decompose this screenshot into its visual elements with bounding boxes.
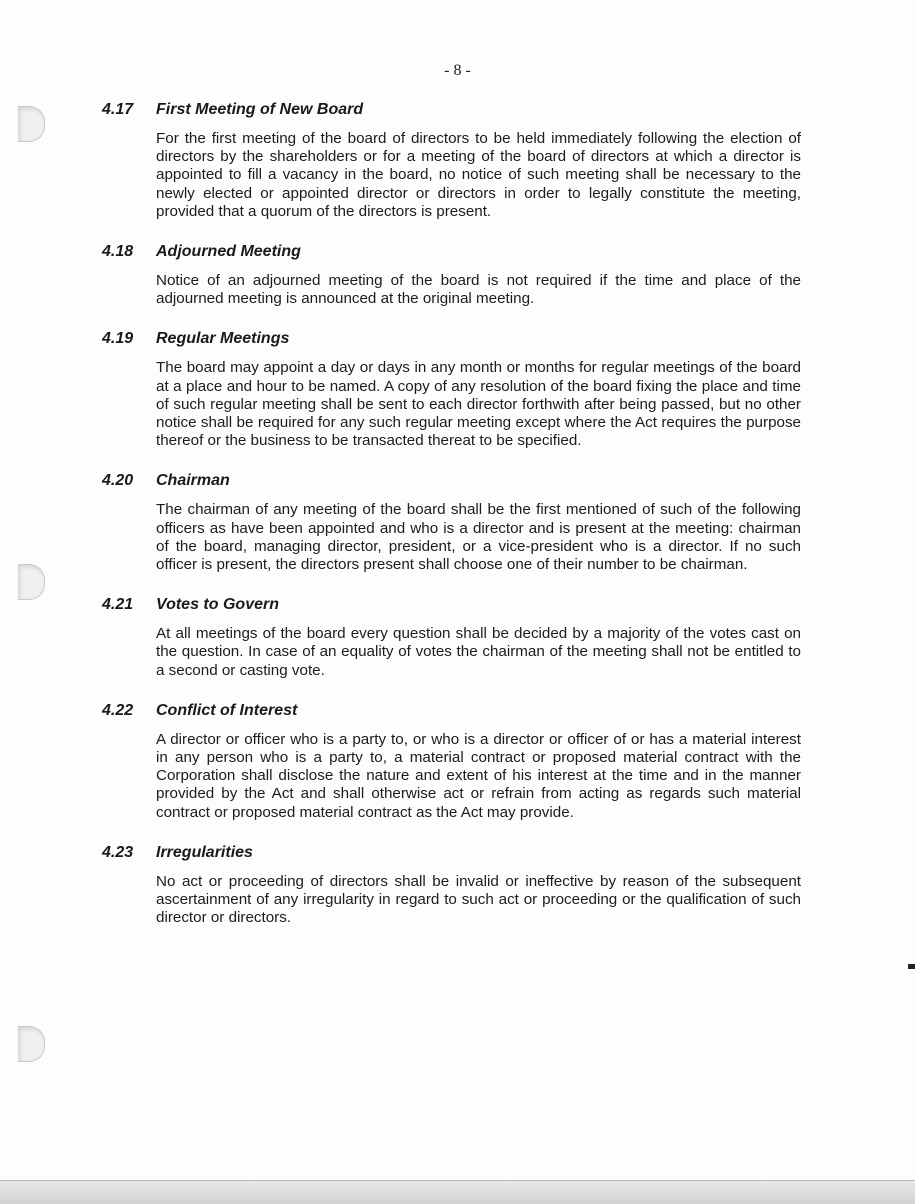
section-number: 4.18: [102, 243, 134, 261]
section-text: The chairman of any meeting of the board shall be the first mentioned of such of the following officers as have been appointed and who is a director and is present at the meeting: chairman of the board, managing director, president, or a vice-president who is a director. If no such officer is present, the directors present shall choose one of their number to be chairman.: [156, 501, 801, 574]
section-number: 4.22: [102, 701, 134, 719]
section-title: First Meeting of New Board: [156, 101, 364, 118]
section-heading: [0, 470, 915, 492]
section-number: 4.19: [102, 330, 134, 348]
section-4-20: [0, 470, 915, 574]
page-number: - 8 -: [444, 62, 471, 79]
section-text: No act or proceeding of directors shall be invalid or ineffective by reason of the subsequent ascertainment of any irregularity in regard to such act or proceeding or the qualification of such director or directors.: [156, 872, 801, 927]
section-title: Adjourned Meeting: [156, 243, 301, 261]
section-4-22: [0, 700, 915, 822]
section-title: Regular Meetings: [156, 330, 290, 348]
section-number: 4.17: [102, 101, 134, 118]
section-text: For the first meeting of the board of directors to be held immediately following the election of directors by the shareholders or for a meeting of the board of directors at which a director is appointed to fill a vacancy in the board, no notice of such meeting shall be necessary to the newly elected or appointed director or directors in order to legally constitute the meeting, provided that a quorum of the directors is present.: [156, 130, 801, 220]
section-heading: [0, 241, 915, 263]
section-number: 4.20: [102, 472, 134, 490]
section-heading: [0, 842, 915, 864]
section-heading: [0, 99, 915, 121]
section-text: The board may appoint a day or days in any month or months for regular meetings of the board at a place and hour to be named. A copy of any resolution of the board fixing the place and time of such regular meeting shall be sent to each director forthwith after being passed, but no other notice shall be required for any such regular meeting except where the Act requires the purpose thereof or the business to be transacted thereat to be specified.: [156, 359, 801, 450]
section-4-21: [0, 594, 915, 680]
section-title: Conflict of Interest: [156, 701, 298, 719]
document-body: [0, 99, 915, 947]
punch-hole: [18, 1026, 45, 1062]
section-heading: [0, 594, 915, 616]
section-number: 4.21: [102, 596, 134, 614]
section-text: At all meetings of the board every question shall be decided by a majority of the votes cast on the question. In case of an equality of votes the chairman of the meeting shall not be entitled to a second or casting vote.: [156, 625, 801, 679]
section-title: Irregularities: [156, 843, 253, 861]
section-4-18: [0, 241, 915, 308]
section-heading: [0, 700, 915, 722]
section-4-19: [0, 328, 915, 450]
section-text: A director or officer who is a party to, or who is a director or officer of or has a material interest in any person who is a party to, a material contract or proposed material contract with the Corporation shall disclose the nature and extent of his interest at the time and in the manner provided by the Act and shall otherwise act or refrain from acting as regards such material contract or proposed material contract as the Act may provide.: [156, 730, 801, 821]
section-title: Votes to Govern: [156, 596, 279, 614]
scan-bottom-edge: [0, 1180, 915, 1204]
scan-edge-mark: [908, 964, 915, 969]
section-heading: [0, 328, 915, 350]
section-title: Chairman: [156, 472, 230, 490]
section-text: Notice of an adjourned meeting of the board is not required if the time and place of the adjourned meeting is announced at the original meeting.: [156, 272, 801, 308]
section-4-17: [0, 99, 915, 221]
section-4-23: [0, 842, 915, 928]
section-number: 4.23: [102, 843, 134, 861]
